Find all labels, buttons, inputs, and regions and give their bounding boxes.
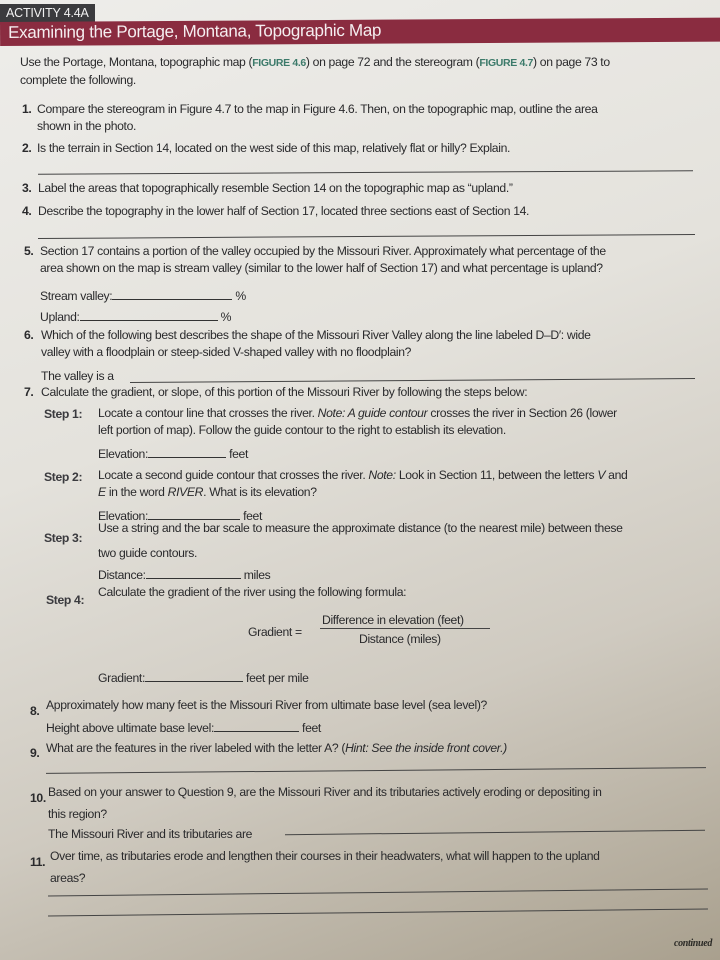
q2-number: 2. — [22, 141, 32, 155]
q10-text: Based on your answer to Question 9, are the Missouri River and its tributaries actively eroding or depositing in — [48, 785, 602, 799]
term: guide contour — [357, 406, 428, 420]
text: . What is its elevation? — [203, 485, 317, 499]
q11-number: 11. — [30, 855, 46, 869]
q11-text-2: areas? — [50, 871, 86, 885]
text: See the inside front cover.) — [368, 741, 507, 755]
step2-label: Step 2: — [44, 470, 83, 484]
fraction-bar — [320, 628, 490, 629]
gradient-field[interactable] — [98, 670, 309, 686]
gradient-formula-label: Gradient = — [248, 625, 302, 639]
elevation-label: Elevation: — [98, 509, 149, 523]
upland-label: Upland: — [40, 310, 80, 324]
q4-text: Describe the topography in the lower half of Section 17, located three sections east of Section 14. — [38, 204, 530, 218]
q10-answer-line[interactable] — [285, 830, 705, 835]
title-banner — [0, 18, 720, 46]
q3-text: Label the areas that topographically resemble Section 14 on the topographic map as “upland.” — [38, 181, 513, 195]
text: Locate a second guide contour that crosses the river. — [98, 468, 369, 482]
q5-number: 5. — [24, 244, 34, 258]
q2-text: Is the terrain in Section 14, located on the west side of this map, relatively flat or hilly? Explain. — [37, 141, 511, 155]
text: Look in Section 11, between the letters — [395, 468, 598, 482]
q8-text: Approximately how many feet is the Missouri River from ultimate base level (sea level)? — [46, 698, 487, 712]
figure-ref: FIGURE 4.7 — [479, 57, 534, 69]
intro-text: Use the Portage, Montana, topographic map ( — [20, 55, 253, 69]
step1-elevation-field[interactable] — [98, 446, 248, 462]
gradient-label: Gradient: — [98, 671, 145, 685]
intro-line-1 — [20, 54, 610, 71]
answer-line[interactable] — [46, 767, 706, 774]
hint: Hint: — [345, 741, 369, 755]
formula-denominator: Distance (miles) — [359, 632, 441, 646]
q1-text-2: shown in the photo. — [37, 119, 137, 133]
elevation-label: Elevation: — [98, 447, 149, 461]
step2-text-2 — [98, 484, 317, 500]
q9-number: 9. — [30, 746, 40, 760]
note: Note: — [368, 468, 396, 482]
text: and — [605, 468, 628, 482]
q10-number: 10. — [30, 791, 46, 805]
q5-text-2: area shown on the map is stream valley (similar to the lower half of Section 17) and what percentage is upland? — [40, 261, 603, 275]
step3-text: Use a string and the bar scale to measure the approximate distance (to the nearest mile) between these — [98, 521, 623, 535]
intro-line-2: complete the following. — [20, 73, 136, 87]
step3-text-2: two guide contours. — [98, 546, 198, 560]
height-label: Height above ultimate base level: — [46, 721, 214, 735]
continued-label: continued — [674, 938, 712, 949]
text: crosses the river in Section 26 (lower — [427, 406, 617, 420]
step1-label: Step 1: — [44, 407, 83, 421]
formula-numerator: Difference in elevation (feet) — [322, 613, 464, 627]
q7-number: 7. — [24, 385, 34, 399]
activity-label: ACTIVITY 4.4A — [0, 4, 95, 22]
q8-number: 8. — [30, 704, 40, 718]
note: Note: A — [317, 406, 358, 420]
q6-text-2: valley with a floodplain or steep-sided V-shaped valley with no floodplain? — [41, 345, 412, 359]
unit: miles — [243, 568, 271, 582]
step3-distance-field[interactable] — [98, 567, 270, 583]
intro-text: ) on page 73 to — [533, 55, 610, 69]
answer-line[interactable] — [38, 234, 695, 239]
text: in the word — [105, 485, 168, 499]
q10-answer-label: The Missouri River and its tributaries are — [48, 827, 253, 841]
step1-text — [98, 405, 617, 421]
q8-field[interactable] — [46, 720, 321, 736]
step3-label: Step 3: — [44, 531, 83, 545]
step1-text-2: left portion of map). Follow the guide contour to the right to establish its elevation. — [98, 423, 506, 437]
q6-number: 6. — [24, 328, 34, 342]
q1-text: Compare the stereogram in Figure 4.7 to the map in Figure 4.6. Then, on the topographic map, outline the area — [37, 102, 598, 116]
answer-line[interactable] — [38, 170, 693, 174]
page-title: Examining the Portage, Montana, Topographic Map — [8, 20, 382, 42]
letter: V — [597, 468, 606, 482]
q10-text-2: this region? — [48, 807, 107, 821]
answer-line[interactable] — [48, 889, 708, 897]
percent-sign: % — [220, 310, 232, 324]
unit: feet per mile — [246, 671, 309, 685]
step4-label: Step 4: — [46, 593, 85, 607]
q6-answer-label: The valley is a — [41, 369, 114, 383]
percent-sign: % — [235, 289, 246, 303]
q6-text: Which of the following best describes the shape of the Missouri River Valley along the line labeled D–D′: wide — [41, 328, 591, 342]
stream-valley-label: Stream valley: — [40, 289, 113, 303]
q1-number: 1. — [22, 102, 32, 116]
q5-text: Section 17 contains a portion of the valley occupied by the Missouri River. Approximately what percentage of the — [40, 244, 606, 258]
figure-ref: FIGURE 4.6 — [252, 57, 306, 69]
answer-line[interactable] — [48, 909, 708, 917]
unit: feet — [302, 721, 321, 735]
step2-text — [98, 467, 627, 483]
q7-text: Calculate the gradient, or slope, of this portion of the Missouri River by following the steps below: — [41, 385, 528, 399]
q4-number: 4. — [22, 204, 32, 218]
q9-text — [46, 740, 507, 756]
text: Locate a contour line that crosses the river. — [98, 406, 318, 420]
word: RIVER — [167, 485, 204, 499]
unit: feet — [229, 447, 249, 461]
stream-valley-field[interactable] — [40, 288, 246, 304]
q11-text: Over time, as tributaries erode and lengthen their courses in their headwaters, what will happen to the upland — [50, 849, 600, 863]
text: What are the features in the river labeled with the letter A? ( — [46, 741, 346, 755]
q3-number: 3. — [22, 181, 32, 195]
q6-answer-line[interactable] — [130, 378, 695, 383]
intro-text: ) on page 72 and the stereogram ( — [305, 55, 480, 69]
upland-field[interactable] — [40, 309, 231, 325]
unit: feet — [243, 509, 263, 523]
distance-label: Distance: — [98, 568, 146, 582]
step4-text: Calculate the gradient of the river using the following formula: — [98, 585, 407, 599]
letter: E — [98, 485, 106, 499]
